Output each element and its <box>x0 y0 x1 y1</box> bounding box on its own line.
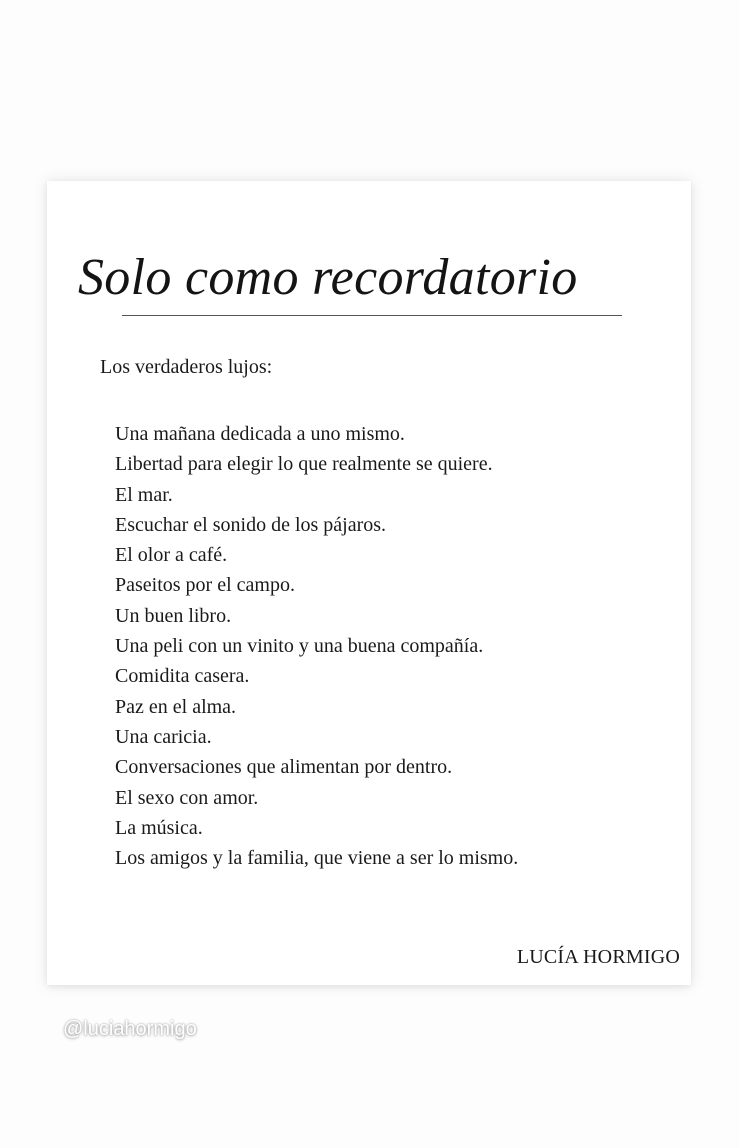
list-item: Paz en el alma. <box>115 695 237 718</box>
list-item: Paseitos por el campo. <box>115 574 295 597</box>
list-item: Libertad para elegir lo que realmente se quiere. <box>115 453 493 476</box>
list-item: La música. <box>115 816 203 839</box>
list-item: Conversaciones que alimentan por dentro. <box>115 756 453 779</box>
list-item: El mar. <box>115 483 173 506</box>
list-item: Escuchar el sonido de los pájaros. <box>115 513 387 536</box>
list-item: Los amigos y la familia, que viene a ser lo mismo. <box>115 847 519 870</box>
watermark-handle: @luciahormigo <box>63 1018 197 1040</box>
title-underline <box>122 315 622 316</box>
list-item: Una mañana dedicada a uno mismo. <box>115 423 405 445</box>
intro-text: Los verdaderos lujos: <box>100 356 273 378</box>
list-item: Una caricia. <box>115 725 212 748</box>
list-item: Un buen libro. <box>115 604 232 627</box>
list-item: El sexo con amor. <box>115 786 259 809</box>
list-item: Una peli con un vinito y una buena compañía. <box>115 635 484 658</box>
list-item: Comidita casera. <box>115 665 250 688</box>
luxuries-list <box>115 419 518 873</box>
list-item: El olor a café. <box>115 544 228 567</box>
page-title: Solo como recordatorio <box>78 249 578 306</box>
author-name: LUCÍA HORMIGO <box>516 946 680 968</box>
